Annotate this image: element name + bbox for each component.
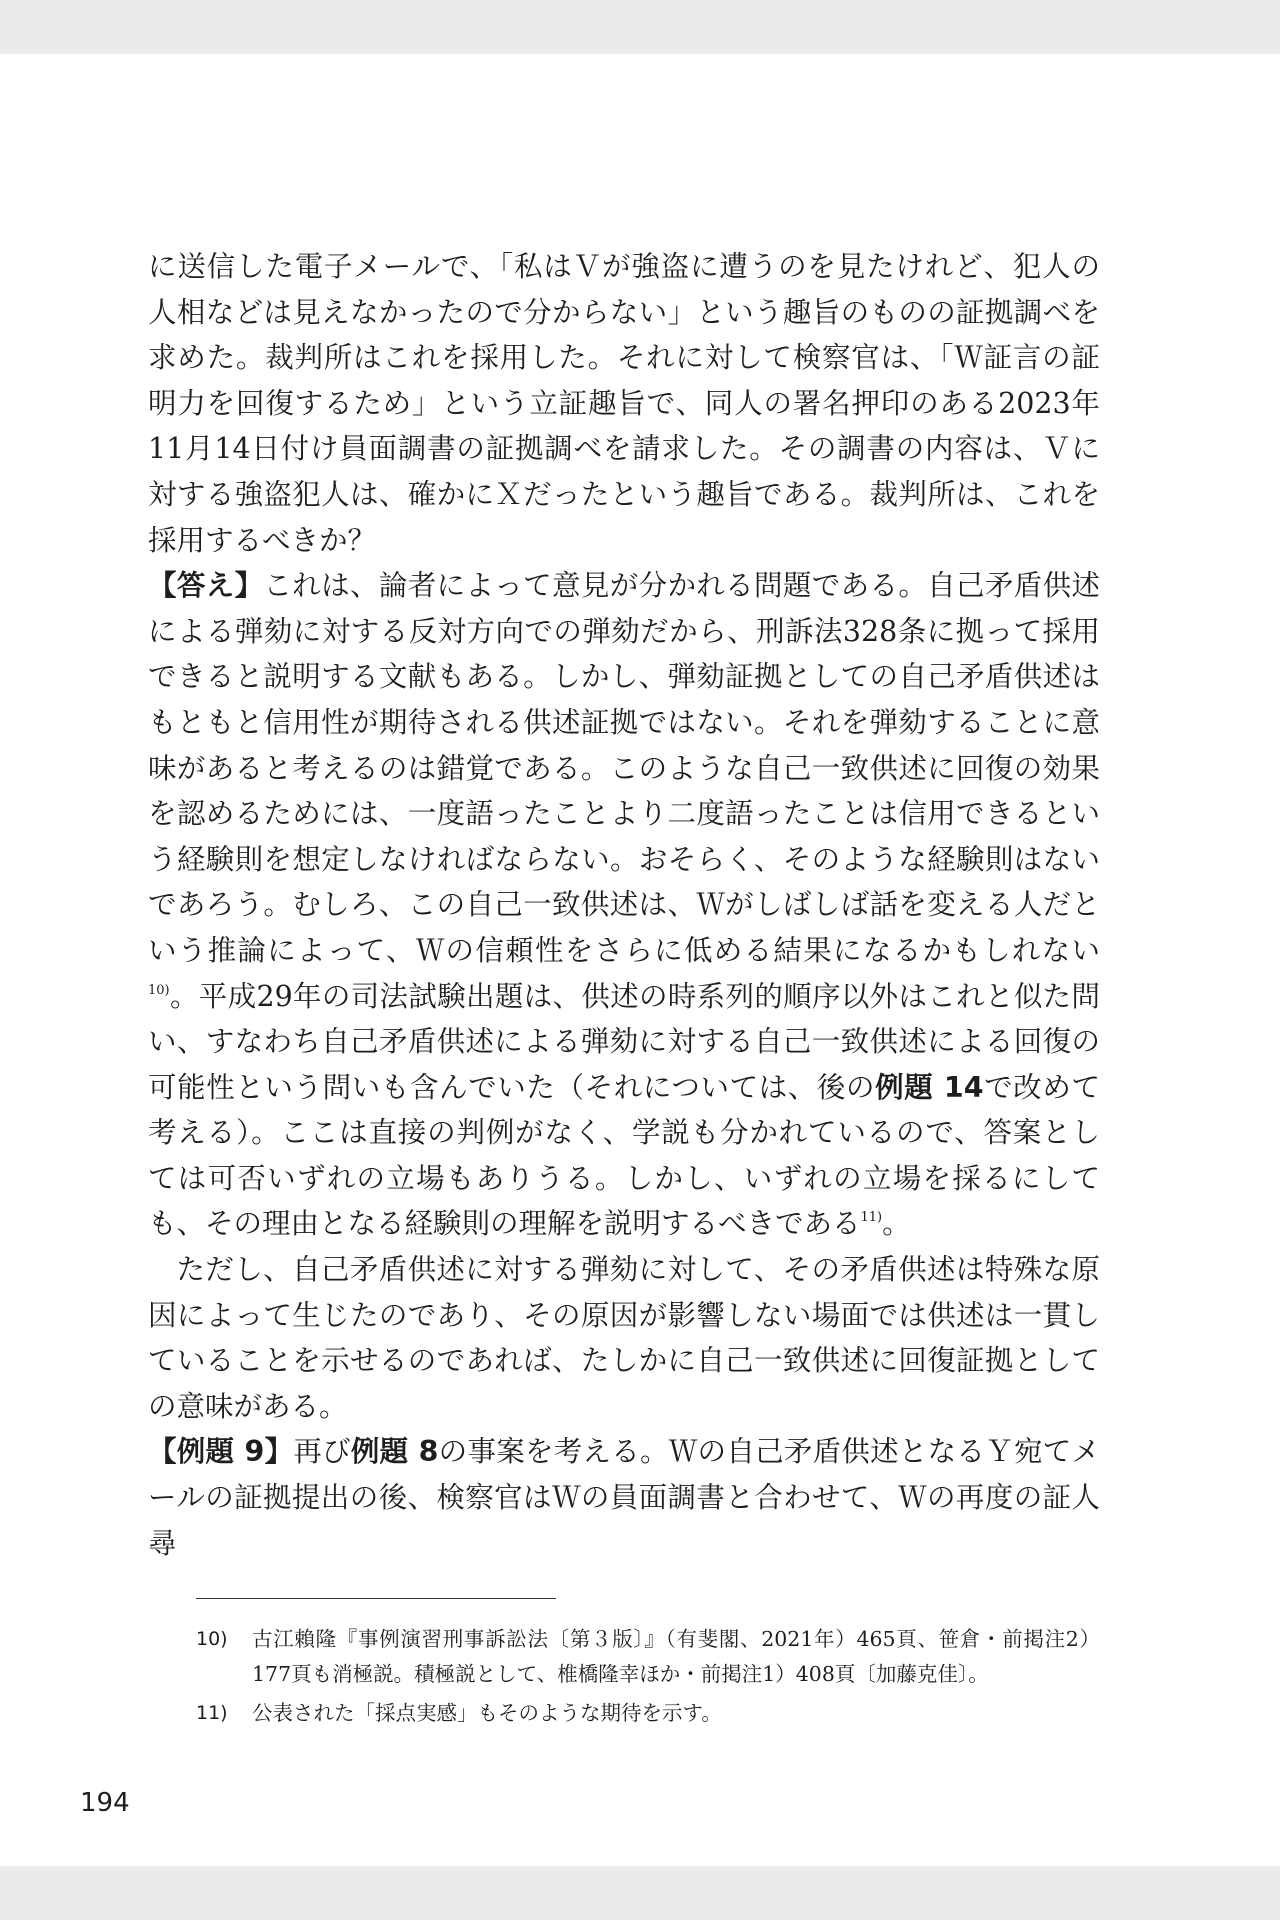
footnote-divider <box>196 1598 556 1599</box>
answer-text-c: で改めて考える）。ここは直接の判例がなく、学説も分かれているので、答案としては可否いずれの立場もありうる。しかし、いずれの立場を採るにしても、その理由となる経験則の理解を説明するべきである <box>148 1070 1100 1241</box>
paragraph-question-continued: に送信した電子メールで、「私はＶが強盗に遭うのを見たけれど、犯人の人相などは見えなかったので分からない」という趣旨のものの証拠調べを求めた。裁判所はこれを採用した。それに対して検察官は、「Ｗ証言の証明力を回復するため」という立証趣旨で、同人の署名押印のある2023年11月14日付け員面調書の証拠調べを請求した。その調書の内容は、Ｖに対する強盗犯人は、確かにＸだったという趣旨である。裁判所は、これを採用するべきか？ <box>148 250 1100 557</box>
footnote-item <box>196 1622 1100 1692</box>
page-number: 194 <box>80 1788 130 1818</box>
example-9-text-b: の事案を考える。Ｗの自己矛盾供述となるＹ宛てメールの証拠提出の後、検察官はＷの員面調書と合わせて、Ｗの再度の証人尋 <box>148 1435 1100 1560</box>
footnote-ref-11[interactable]: 11) <box>860 1210 883 1226</box>
footnote-number: 10) <box>196 1628 228 1650</box>
example-9-text-a: 再び <box>293 1435 351 1469</box>
body-text <box>148 244 1100 1566</box>
example-ref-14: 例題 14 <box>875 1070 984 1104</box>
example-9-label: 【例題 9】 <box>148 1435 294 1469</box>
paragraph-proviso: ただし、自己矛盾供述に対する弾劾に対して、その矛盾供述は特殊な原因によって生じたのであり、その原因が影響しない場面では供述は一貫していることを示せるのであれば、たしかに自己一致供述に回復証拠としての意味がある。 <box>148 1253 1100 1423</box>
paragraph-example-9 <box>148 1429 1100 1566</box>
paragraph-answer <box>148 563 1100 1247</box>
footnote-ref-10[interactable]: 10) <box>148 982 170 998</box>
answer-text-b: 。平成29年の司法試験出題は、供述の時系列的順序以外はこれと似た問い、すなわち自己矛盾供述による弾劾に対する自己一致供述による回復の可能性という問いも含んでいた（それについては、後の <box>148 979 1100 1104</box>
footnote-text: 公表された「採点実感」もそのような期待を示す。 <box>252 1701 722 1725</box>
footnote-text: 古江賴隆『事例演習刑事訴訟法〔第３版〕』（有斐閣、2021年）465頁、笹倉・前掲注2）177頁も消極説。積極説として、椎橋隆幸ほか・前掲注1）408頁〔加藤克佳〕。 <box>252 1627 1100 1686</box>
book-page <box>0 54 1280 1866</box>
footnote-item <box>196 1696 1100 1731</box>
answer-label: 【答え】 <box>148 569 264 603</box>
answer-text-a: これは、論者によって意見が分かれる問題である。自己矛盾供述による弾劾に対する反対方向での弾劾だから、刑訴法328条に拠って採用できると説明する文献もある。しかし、弾劾証拠としての自己矛盾供述はもともと信用性が期待される供述証拠ではない。それを弾劾することに意味があると考えるのは錯覚である。このような自己一致供述に回復の効果を認めるためには、一度語ったことより二度語ったことは信用できるという経験則を想定しなければならない。おそらく、そのような経験則はないであろう。むしろ、この自己一致供述は、Ｗがしばしば話を変える人だという推論によって、Ｗの信頼性をさらに低める結果になるかもしれない <box>148 569 1100 967</box>
footnotes <box>196 1622 1100 1735</box>
footnote-number: 11) <box>196 1702 228 1724</box>
example-ref-8: 例題 8 <box>350 1435 439 1469</box>
answer-text-d: 。 <box>882 1207 911 1241</box>
